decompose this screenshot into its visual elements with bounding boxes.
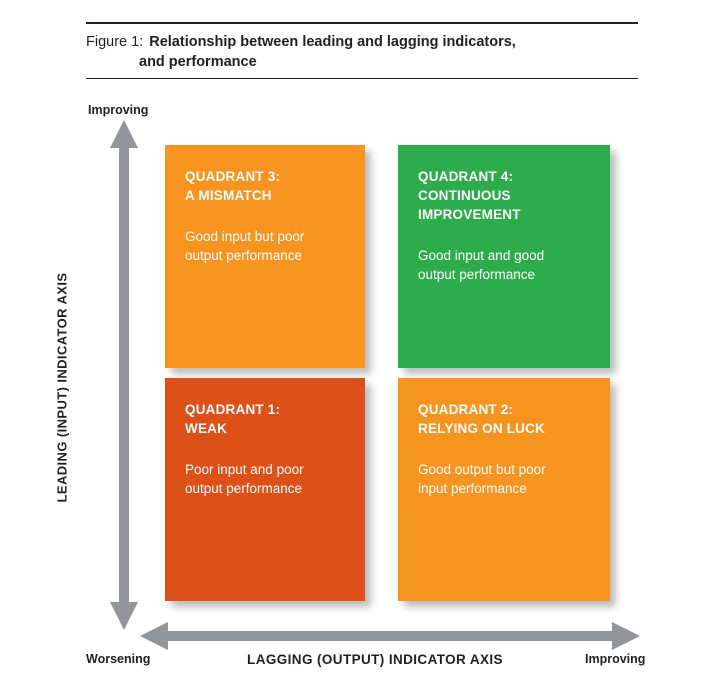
quadrant-3-description — [185, 227, 345, 265]
quadrant-2 — [398, 378, 610, 601]
quadrant-4-title-line1: QUADRANT 4: — [418, 169, 514, 184]
x-axis-left-label: Worsening — [86, 652, 151, 666]
quadrant-2-desc-line2: input performance — [418, 481, 527, 496]
quadrant-1-title — [185, 400, 345, 438]
quadrant-1 — [165, 378, 365, 601]
y-axis-top-label: Improving — [88, 103, 149, 117]
quadrant-1-desc-line1: Poor input and poor — [185, 462, 304, 477]
quadrant-1-description — [185, 460, 345, 498]
quadrant-2-title-line1: QUADRANT 2: — [418, 402, 514, 417]
quadrant-4-title-line3: IMPROVEMENT — [418, 207, 521, 222]
figure-caption — [86, 24, 638, 52]
figure-header — [86, 22, 638, 79]
quadrant-3 — [165, 145, 365, 368]
quadrant-4 — [398, 145, 610, 368]
quadrant-1-title-line2: WEAK — [185, 421, 228, 436]
x-axis-right-label: Improving — [585, 652, 646, 666]
quadrant-1-desc-line2: output performance — [185, 481, 303, 496]
quadrant-3-title — [185, 167, 345, 205]
caption-rule-bottom — [86, 78, 638, 79]
quadrant-4-desc-line1: Good input and good — [418, 248, 545, 263]
quadrant-2-description — [418, 460, 590, 498]
quadrant-3-title-line1: QUADRANT 3: — [185, 169, 281, 184]
x-axis-title: LAGGING (OUTPUT) INDICATOR AXIS — [247, 652, 503, 667]
quadrant-1-title-line1: QUADRANT 1: — [185, 402, 281, 417]
quadrant-3-desc-line2: output performance — [185, 248, 303, 263]
quadrant-4-title-line2: CONTINUOUS — [418, 188, 511, 203]
figure-title-line2: and performance — [139, 54, 257, 70]
figure-title-line1: Relationship between leading and lagging indicators, — [149, 34, 516, 50]
figure-label: Figure 1: — [86, 34, 144, 50]
quadrant-3-title-line2: A MISMATCH — [185, 188, 272, 203]
quadrant-2-desc-line1: Good output but poor — [418, 462, 546, 477]
quadrant-4-description — [418, 246, 590, 284]
quadrant-4-desc-line2: output performance — [418, 267, 536, 282]
y-axis-title: LEADING (INPUT) INDICATOR AXIS — [54, 272, 70, 503]
quadrant-3-desc-line1: Good input but poor — [185, 229, 305, 244]
quadrant-2-title-line2: RELYING ON LUCK — [418, 421, 546, 436]
quadrant-2-title — [418, 400, 590, 438]
quadrant-4-title — [418, 167, 590, 224]
